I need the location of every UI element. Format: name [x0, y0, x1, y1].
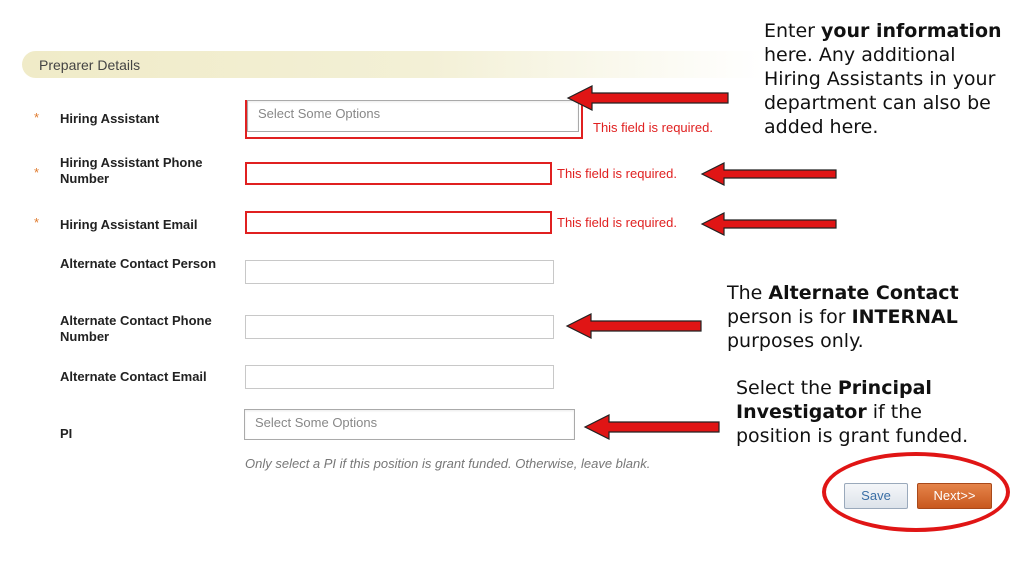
alt-phone-input[interactable] — [245, 315, 554, 339]
arrow-left-icon — [566, 84, 730, 112]
note-bold: Alternate Contact — [768, 282, 959, 304]
note-bold: your information — [821, 20, 1002, 42]
arrow-left-icon — [565, 312, 703, 340]
note-bold: INTERNAL — [851, 306, 958, 328]
pi-hint: Only select a PI if this position is grant funded. Otherwise, leave blank. — [245, 456, 651, 471]
buttons-highlight-circle — [822, 452, 1010, 532]
note-text: Enter — [764, 20, 822, 42]
hiring-assistant-select[interactable] — [247, 100, 579, 132]
pi-placeholder: Select Some Options — [255, 415, 378, 430]
hiring-phone-label: Hiring Assistant Phone Number — [60, 155, 203, 186]
arrow-left-icon — [583, 413, 721, 441]
alt-phone-label: Alternate Contact Phone Number — [60, 313, 212, 344]
save-button[interactable]: Save — [844, 483, 908, 509]
required-marker: * — [34, 110, 40, 125]
alt-person-label: Alternate Contact Person — [60, 256, 217, 271]
section-title: Preparer Details — [39, 57, 141, 73]
arrow-left-icon — [700, 161, 838, 187]
hiring-assistant-placeholder: Select Some Options — [258, 106, 381, 121]
arrow-left-icon — [700, 211, 838, 237]
note-text: Select the — [736, 377, 838, 399]
hiring-assistant-error: This field is required. — [593, 120, 713, 135]
hiring-email-label: Hiring Assistant Email — [60, 217, 198, 232]
note-text: person is for — [727, 306, 852, 328]
pi-label: PI — [60, 426, 73, 441]
note-bold: Principal Investigator — [736, 377, 932, 423]
note-text: The — [727, 282, 769, 304]
required-marker: * — [34, 215, 40, 230]
note-text: if the position is grant funded. — [736, 401, 969, 447]
alt-email-label: Alternate Contact Email — [60, 369, 207, 384]
section-header — [22, 51, 762, 78]
hiring-phone-error: This field is required. — [557, 166, 677, 181]
hiring-phone-input[interactable] — [245, 162, 552, 185]
annotation-alternate-contact — [727, 281, 967, 353]
pi-select[interactable] — [244, 409, 575, 440]
next-button[interactable]: Next>> — [917, 483, 992, 509]
required-marker: * — [34, 165, 40, 180]
alt-person-input[interactable] — [245, 260, 554, 284]
note-text: here. Any additional Hiring Assistants in your department can also be added here. — [764, 44, 996, 138]
alt-email-input[interactable] — [245, 365, 554, 389]
hiring-email-input[interactable] — [245, 211, 552, 234]
hiring-assistant-label: Hiring Assistant — [60, 111, 160, 126]
note-text: purposes only. — [727, 330, 864, 352]
annotation-principal-investigator — [736, 376, 982, 448]
hiring-email-error: This field is required. — [557, 215, 677, 230]
annotation-your-information — [764, 19, 1004, 139]
